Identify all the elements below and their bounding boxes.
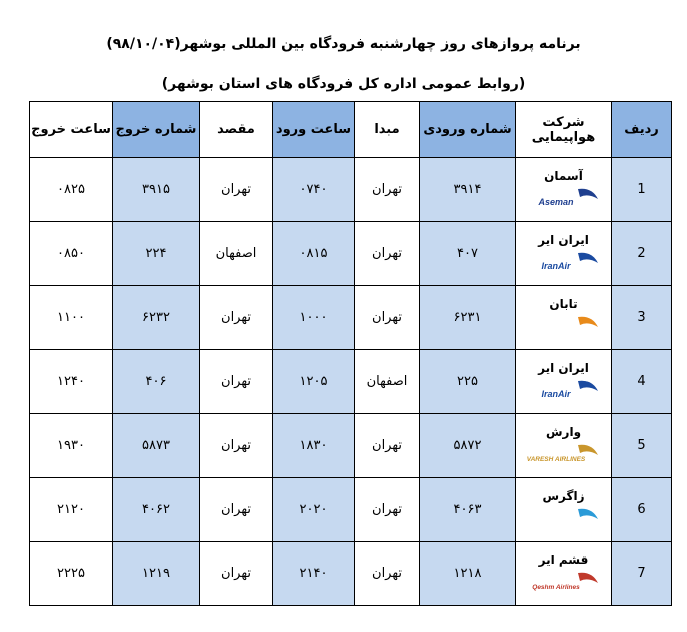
airline-name: وارش: [545, 424, 582, 439]
departure-time: ۱۲۴۰: [30, 350, 113, 414]
airline-logo-icon: [526, 569, 602, 595]
airline-logo-icon: [526, 249, 602, 275]
row-number: 4: [612, 350, 672, 414]
airline-cell: [516, 286, 612, 350]
origin-city: تهران: [355, 414, 420, 478]
arrival-time: ۲۰۲۰: [273, 478, 355, 542]
destination-city: تهران: [200, 414, 273, 478]
table-row: [30, 350, 672, 414]
airline-name: ایران ایر: [538, 360, 589, 375]
origin-city: تهران: [355, 286, 420, 350]
destination-city: تهران: [200, 350, 273, 414]
airline-cell: [516, 350, 612, 414]
destination-city: اصفهان: [200, 222, 273, 286]
table-row: [30, 542, 672, 606]
arrival-flight-number: ۵۸۷۲: [420, 414, 516, 478]
airline-logo-text: VARESH AIRLINES: [526, 455, 585, 463]
airline-name: قشم ایر: [538, 552, 589, 567]
airline-cell: [516, 414, 612, 478]
departure-flight-number: ۱۲۱۹: [113, 542, 200, 606]
header-departure-flight: شماره خروج: [113, 102, 200, 158]
arrival-time: ۱۰۰۰: [273, 286, 355, 350]
flight-schedule-table: [29, 101, 672, 606]
origin-city: تهران: [355, 478, 420, 542]
row-number: 7: [612, 542, 672, 606]
origin-city: تهران: [355, 222, 420, 286]
departure-time: ۰۸۲۵: [30, 158, 113, 222]
arrival-flight-number: ۴۰۷: [420, 222, 516, 286]
departure-flight-number: ۴۰۶: [113, 350, 200, 414]
origin-city: اصفهان: [355, 350, 420, 414]
row-number: 2: [612, 222, 672, 286]
header-departure-time: ساعت خروج: [30, 102, 113, 158]
airline-logo-icon: [526, 441, 602, 467]
arrival-flight-number: ۲۲۵: [420, 350, 516, 414]
destination-city: تهران: [200, 286, 273, 350]
airline-name: ایران ایر: [538, 232, 589, 247]
arrival-time: ۰۸۱۵: [273, 222, 355, 286]
table-row: [30, 158, 672, 222]
departure-time: ۲۱۲۰: [30, 478, 113, 542]
airline-logo-icon: [526, 505, 602, 531]
destination-city: تهران: [200, 158, 273, 222]
departure-flight-number: ۶۲۳۲: [113, 286, 200, 350]
departure-time: ۱۹۳۰: [30, 414, 113, 478]
arrival-flight-number: ۱۲۱۸: [420, 542, 516, 606]
page-title: برنامه پروازهای روز چهارشنبه فرودگاه بین المللی بوشهر(۹۸/۱۰/۰۴): [106, 36, 581, 52]
row-number: 1: [612, 158, 672, 222]
departure-flight-number: ۳۹۱۵: [113, 158, 200, 222]
header-arrival-flight: شماره ورودی: [420, 102, 516, 158]
header-origin: مبدا: [355, 102, 420, 158]
departure-flight-number: ۵۸۷۳: [113, 414, 200, 478]
airline-logo-icon: [526, 185, 602, 211]
arrival-time: ۱۲۰۵: [273, 350, 355, 414]
departure-time: ۱۱۰۰: [30, 286, 113, 350]
origin-city: تهران: [355, 542, 420, 606]
airline-logo-text: IranAir: [540, 388, 571, 399]
header-destination: مقصد: [200, 102, 273, 158]
airline-logo-text: IranAir: [540, 260, 571, 271]
table-row: [30, 414, 672, 478]
row-number: 5: [612, 414, 672, 478]
arrival-time: ۱۸۳۰: [273, 414, 355, 478]
airline-cell: [516, 222, 612, 286]
airline-logo-icon: [526, 313, 602, 339]
table-row: [30, 478, 672, 542]
arrival-flight-number: ۴۰۶۳: [420, 478, 516, 542]
table-row: [30, 222, 672, 286]
destination-city: تهران: [200, 478, 273, 542]
airline-name: آسمان: [544, 168, 583, 183]
departure-time: ۰۸۵۰: [30, 222, 113, 286]
airline-name: تابان: [549, 296, 578, 311]
arrival-time: ۰۷۴۰: [273, 158, 355, 222]
header-airline: شرکت هواپیمایی: [516, 102, 612, 158]
page-subtitle: (روابط عمومی اداره کل فرودگاه های استان بوشهر): [161, 76, 526, 92]
airline-logo-text: Aseman: [537, 196, 574, 207]
destination-city: تهران: [200, 542, 273, 606]
airline-logo-icon: [526, 377, 602, 403]
airline-cell: [516, 158, 612, 222]
row-number: 3: [612, 286, 672, 350]
departure-flight-number: ۲۲۴: [113, 222, 200, 286]
arrival-time: ۲۱۴۰: [273, 542, 355, 606]
row-number: 6: [612, 478, 672, 542]
header-row-number: ردیف: [612, 102, 672, 158]
arrival-flight-number: ۶۲۳۱: [420, 286, 516, 350]
departure-flight-number: ۴۰۶۲: [113, 478, 200, 542]
airline-cell: [516, 542, 612, 606]
header-arrival-time: ساعت ورود: [273, 102, 355, 158]
departure-time: ۲۲۲۵: [30, 542, 113, 606]
arrival-flight-number: ۳۹۱۴: [420, 158, 516, 222]
table-row: [30, 286, 672, 350]
airline-cell: [516, 478, 612, 542]
airline-name: زاگرس: [542, 488, 585, 503]
airline-logo-text: Qeshm Airlines: [531, 583, 580, 591]
table-header-row: [30, 102, 672, 158]
origin-city: تهران: [355, 158, 420, 222]
